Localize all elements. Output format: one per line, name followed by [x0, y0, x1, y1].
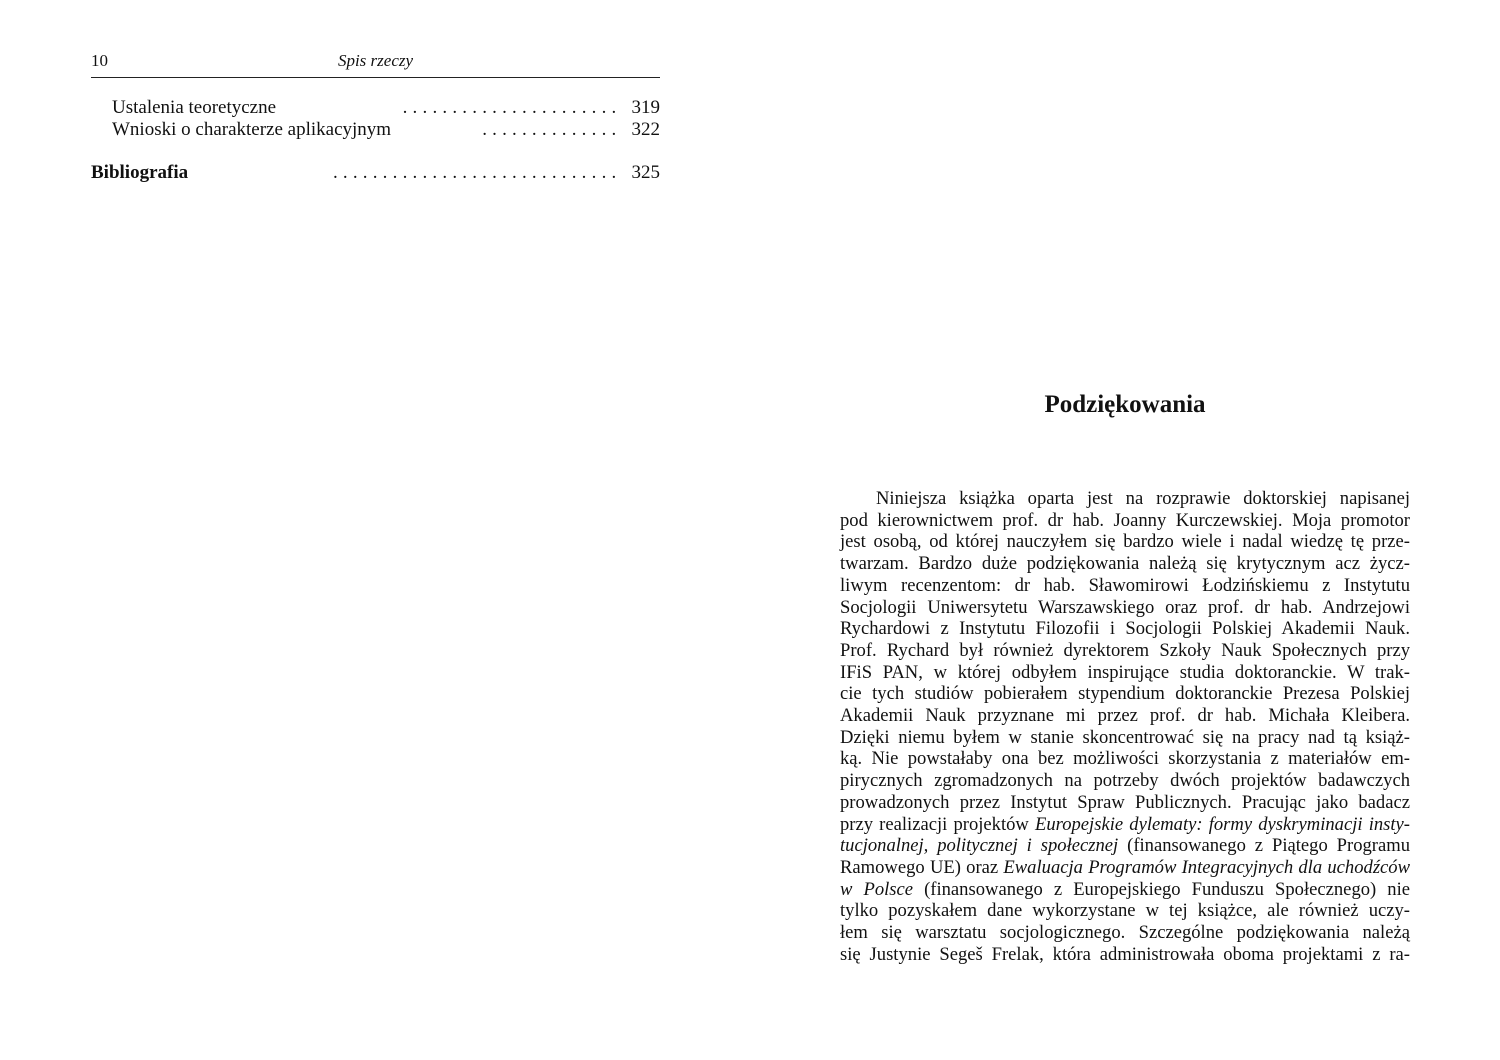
text-line — [840, 814, 1410, 836]
toc-leader-dots: ............................. — [332, 162, 622, 183]
chapter-heading: Podziękowania — [1044, 391, 1206, 418]
text-line: pod kierownictwem prof. dr hab. Joanny Kurczewskiej. Moja promotor — [840, 509, 1410, 531]
text-line — [840, 879, 1410, 901]
text-line: cie tych studiów pobierałem stypendium doktoranckie Prezesa Polskiej — [840, 683, 1410, 705]
text-line: prowadzonych przez Instytut Spraw Publicznych. Pracując jako badacz — [840, 791, 1410, 813]
text-run: przy realizacji projektów — [840, 813, 1035, 835]
text-line: łem się warsztatu socjologicznego. Szczególne podziękowania należą — [840, 922, 1410, 944]
text-line: ką. Nie powstałaby ona bez możliwości skorzystania z materiałów em- — [840, 748, 1410, 770]
project-title-italic: w Polsce — [840, 878, 914, 900]
project-title-italic: Ewaluacja Programów Integracyjnych dla uchodźców — [1003, 856, 1411, 878]
acknowledgements-body — [840, 488, 1410, 965]
text-line: pirycznych zgromadzonych na potrzeby dwóch projektów badawczych — [840, 770, 1410, 792]
toc-entry-label: Wnioski o charakterze aplikacyjnym — [112, 119, 392, 140]
toc-entry-label: Bibliografia — [91, 162, 189, 183]
text-run: (finansowanego z Piątego Programu — [1118, 835, 1410, 857]
text-line: Dzięki niemu byłem w stanie skoncentrować się na pracy nad tą książ- — [840, 726, 1410, 748]
project-title-italic: Europejskie dylematy: formy dyskryminacji insty- — [1035, 813, 1410, 835]
toc-entry-page: 325 — [631, 162, 660, 183]
text-line: tylko pozyskałem dane wykorzystane w tej książce, ale również uczy- — [840, 900, 1410, 922]
toc-leader-dots: .............. — [482, 119, 622, 140]
text-line: Socjologii Uniwersytetu Warszawskiego oraz prof. dr hab. Andrzejowi — [840, 596, 1410, 618]
text-line — [840, 835, 1410, 857]
toc-entry-page: 322 — [631, 119, 660, 140]
text-line: jest osobą, od której nauczyłem się bardzo wiele i nadal wiedzę tę prze- — [840, 531, 1410, 553]
project-title-italic: tucjonalnej, politycznej i społecznej — [840, 835, 1119, 857]
toc-entry[interactable] — [112, 119, 660, 141]
text-line: się Justynie Segeš Frelak, która administrowała oboma projektami z ra- — [840, 943, 1410, 965]
running-header — [91, 50, 660, 78]
text-line: twarzam. Bardzo duże podziękowania należą się krytycznym acz życz- — [840, 553, 1410, 575]
text-line: IFiS PAN, w której odbyłem inspirujące studia doktoranckie. W trak- — [840, 661, 1410, 683]
text-run: Ramowego UE) oraz — [840, 856, 1004, 878]
running-title: Spis rzeczy — [337, 51, 414, 70]
text-line: Niniejsza książka oparta jest na rozprawie doktorskiej napisanej — [876, 488, 1410, 509]
toc-entry-page: 319 — [631, 97, 660, 118]
text-line: Rychardowi z Instytutu Filozofii i Socjologii Polskiej Akademii Nauk. — [840, 618, 1410, 640]
page-number: 10 — [91, 51, 108, 70]
text-line: Prof. Rychard był również dyrektorem Szkoły Nauk Społecznych przy — [840, 639, 1410, 661]
text-run: (finansowanego z Europejskiego Funduszu Społecznego) nie — [913, 878, 1410, 900]
text-line — [840, 857, 1410, 879]
toc-entry-label: Ustalenia teoretyczne — [112, 97, 277, 118]
toc-entry-bibliography[interactable] — [91, 162, 660, 184]
toc-leader-dots: ...................... — [402, 97, 622, 118]
text-line: liwym recenzentom: dr hab. Sławomirowi Łodzińskiemu z Instytutu — [840, 574, 1410, 596]
text-line: Akademii Nauk przyznane mi przez prof. dr hab. Michała Kleibera. — [840, 705, 1410, 727]
toc-entry[interactable] — [112, 97, 660, 119]
